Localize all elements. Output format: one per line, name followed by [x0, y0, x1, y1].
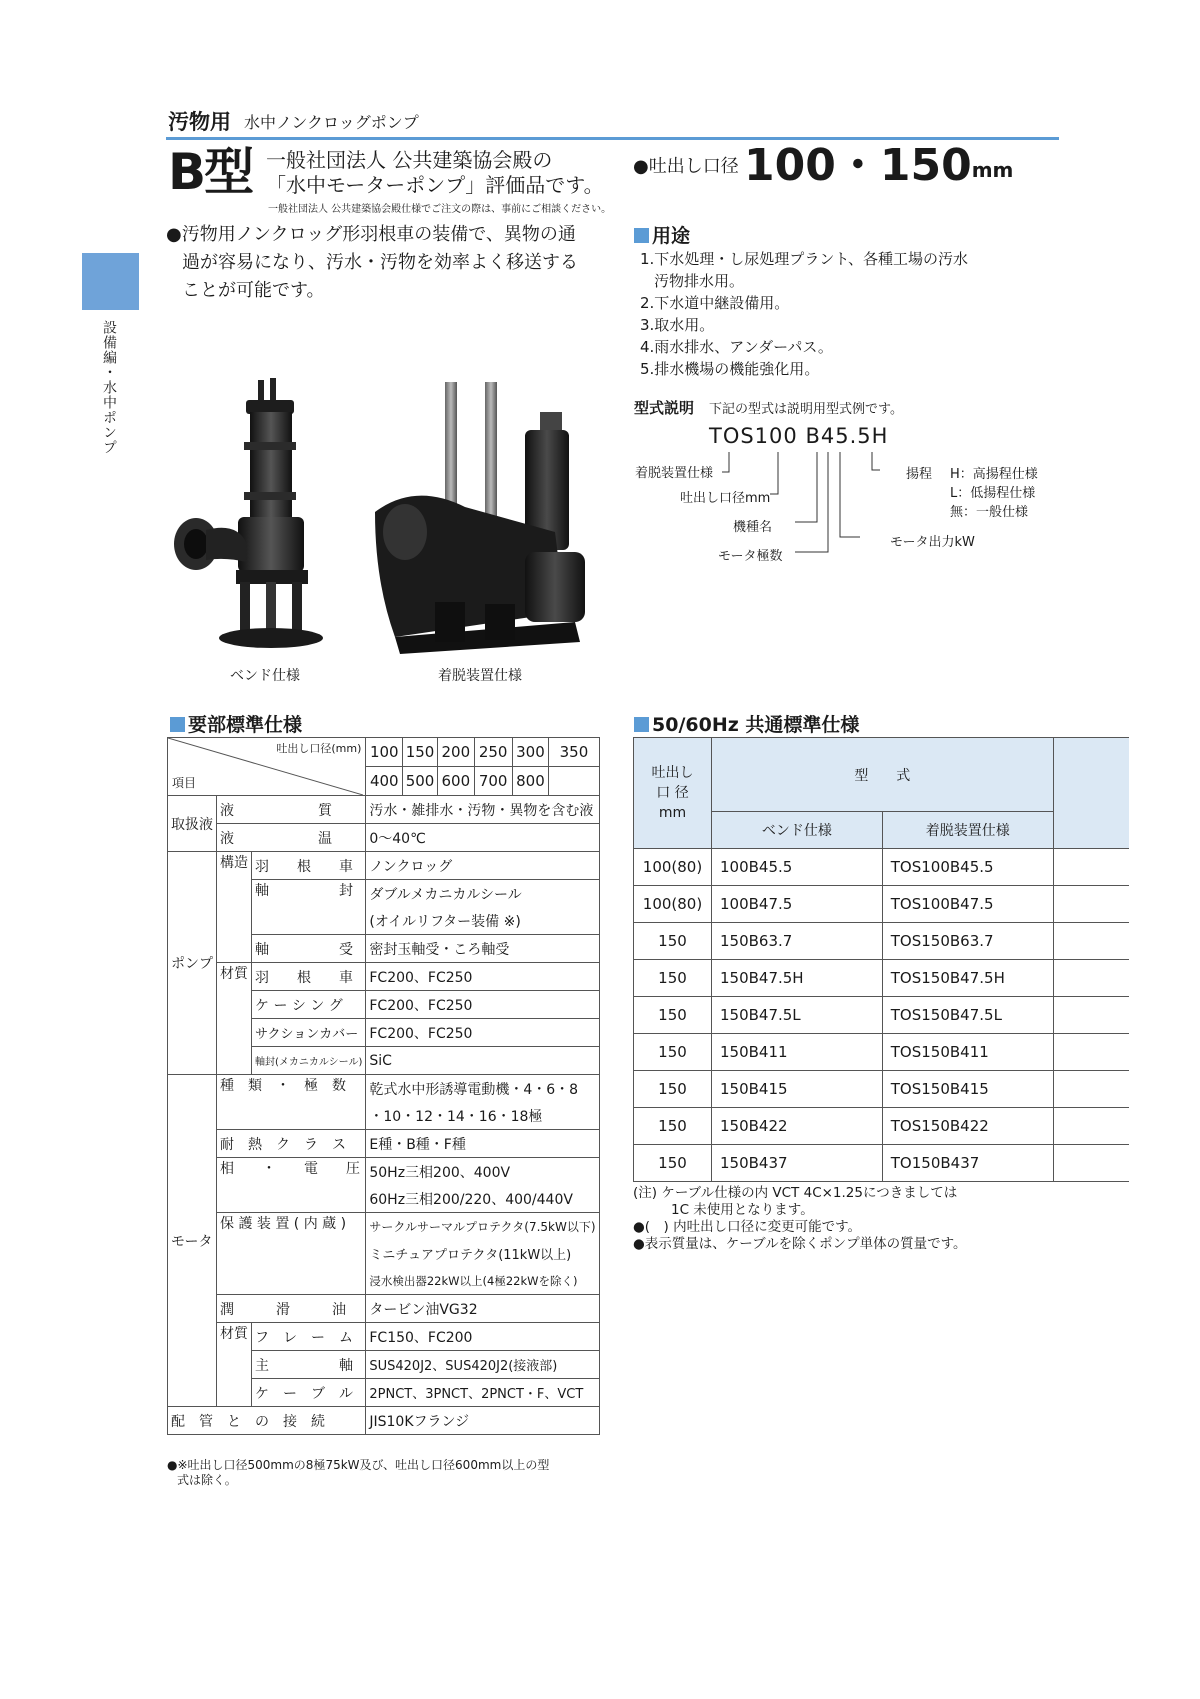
spec-key: 軸封(メカニカルシール)	[252, 1047, 366, 1075]
spec-value: ダブルメカニカルシール	[366, 880, 599, 908]
spec-key: ケ ー シ ン グ	[252, 991, 366, 1019]
label-machine: 機種名	[733, 520, 773, 535]
cell-empty	[1053, 1108, 1129, 1145]
note-line: 1C 未使用となります。	[671, 1202, 814, 1218]
pump-bend-image	[166, 372, 356, 657]
uses-list	[640, 248, 968, 380]
bore-cell: 250	[474, 738, 512, 767]
bore-cell: 200	[437, 738, 474, 767]
note-line: (注) ケーブル仕様の内 VCT 4C×1.25につきましては	[633, 1185, 958, 1201]
side-label: 設備編・水中ポンプ	[101, 320, 117, 455]
cell-empty	[1053, 849, 1129, 886]
side-tab	[82, 253, 139, 310]
spec-key: 液 温	[217, 824, 366, 852]
label-bore: 吐出し口径mm	[680, 491, 771, 506]
cell-bend: 150B47.5H	[711, 960, 882, 997]
spec-value: 2PNCT、3PNCT、2PNCT・F、VCT	[366, 1379, 599, 1407]
spec-key: フ レ ー ム	[252, 1323, 366, 1351]
spec-value: 50Hz三相200、400V	[366, 1158, 599, 1186]
attach-caption: 着脱装置仕様	[438, 668, 522, 684]
use-item: 汚物排水用。	[654, 272, 745, 290]
bend-caption: ベンド仕様	[230, 668, 300, 684]
common-table	[633, 737, 1129, 1182]
cell-empty	[1053, 886, 1129, 923]
common-table-row	[634, 960, 1130, 997]
heading-square-icon	[634, 228, 649, 243]
spec-key: 配 管 と の 接 続	[168, 1407, 366, 1435]
use-item: 4.雨水排水、アンダーパス。	[640, 338, 833, 356]
spec-value: SUS420J2、SUS420J2(接液部)	[366, 1351, 599, 1379]
cell-attach: TOS150B411	[882, 1034, 1053, 1071]
label-poles: モータ極数	[718, 549, 783, 564]
feature-text	[166, 221, 596, 305]
spec-key: 主 軸	[252, 1351, 366, 1379]
cell-attach: TOS100B45.5	[882, 849, 1053, 886]
common-table-row	[634, 1034, 1130, 1071]
spec-key: 軸 封	[252, 880, 366, 935]
spec-value: 0～40℃	[366, 824, 599, 852]
cell-attach: TOS150B47.5L	[882, 997, 1053, 1034]
cell-empty	[1053, 923, 1129, 960]
cell-bore: 150	[634, 1108, 712, 1145]
label-attach: 着脱装置仕様	[635, 466, 714, 481]
extra-header	[1053, 738, 1129, 849]
label-head: 揚程	[906, 467, 933, 482]
model-explain-note: 下記の型式は説明用型式例です。	[709, 402, 903, 417]
cell-empty	[1053, 997, 1129, 1034]
spec-value: 浸水検出器22kW以上(4極22kWを除く)	[366, 1267, 599, 1295]
heading-square-icon	[170, 717, 185, 732]
cell-empty	[1053, 960, 1129, 997]
spec-value: 乾式水中形誘導電動機・4・6・8	[366, 1075, 599, 1103]
common-table-notes	[633, 1185, 966, 1253]
spec-value: ミニチュアプロテクタ(11kW以上)	[366, 1240, 599, 1267]
use-item: 1.下水処理・し尿処理プラント、各種工場の汚水	[640, 250, 968, 268]
common-table-row	[634, 849, 1130, 886]
bore-number: 100・150	[744, 140, 972, 191]
use-item: 5.排水機場の機能強化用。	[640, 360, 820, 378]
bore-value	[744, 142, 1013, 190]
sub-material: 材質	[217, 963, 252, 1075]
feature-line: 過が容易になり、汚水・汚物を効率よく移送する	[182, 252, 578, 273]
cell-bore: 150	[634, 1071, 712, 1108]
spec-value: 密封玉軸受・ころ軸受	[366, 935, 599, 963]
common-table-row	[634, 997, 1130, 1034]
use-item: 2.下水道中継設備用。	[640, 294, 790, 312]
cell-empty	[1053, 1034, 1129, 1071]
sub-material: 材質	[217, 1323, 252, 1407]
group-motor: モータ	[168, 1075, 217, 1407]
cell-bend: 100B47.5	[711, 886, 882, 923]
spec-key: ケ ー ブ ル	[252, 1379, 366, 1407]
cell-bore: 150	[634, 1145, 712, 1182]
cell-bore: 150	[634, 997, 712, 1034]
common-table-row	[634, 1071, 1130, 1108]
uses-heading: 用途	[634, 221, 690, 248]
cell-bend: 150B415	[711, 1071, 882, 1108]
spec-value: FC150、FC200	[366, 1323, 599, 1351]
cell-bend: 150B422	[711, 1108, 882, 1145]
spec-key: 保 護 装 置 ( 内 蔵 )	[217, 1213, 366, 1295]
cell-attach: TOS150B415	[882, 1071, 1053, 1108]
bore-cell: 100	[366, 738, 403, 767]
bore-cell: 600	[437, 767, 474, 796]
col-attach-header: 着脱装置仕様	[882, 812, 1053, 849]
label-output: モータ出力kW	[890, 535, 975, 550]
spec-key: 羽 根 車	[252, 963, 366, 991]
cell-attach: TO150B437	[882, 1145, 1053, 1182]
spec-value: JIS10Kフランジ	[366, 1407, 599, 1435]
pump-attach-image	[375, 382, 610, 657]
evaluation-note: 一般社団法人 公共建築協会殿仕様でご注文の際は、事前にご相談ください。	[268, 204, 612, 215]
bore-cell: 500	[403, 767, 438, 796]
spec-table-note: ●※吐出し口径500mmの8極75kW及び、吐出し口径600mm以上の型 式は除く。	[167, 1458, 550, 1487]
spec-key: 液 質	[217, 796, 366, 824]
col-model-header: 型 式	[711, 738, 1053, 812]
spec-corner-top: 吐出し口径(mm)	[276, 742, 362, 755]
spec-value: 汚水・雑排水・汚物・異物を含む液	[366, 796, 599, 824]
type-mark: B型	[168, 143, 253, 201]
spec-value: FC200、FC250	[366, 1019, 599, 1047]
bore-cell: 700	[474, 767, 512, 796]
cell-empty	[1053, 1071, 1129, 1108]
empty-cell	[549, 767, 599, 796]
group-pump: ポンプ	[168, 852, 217, 1075]
cell-bend: 150B411	[711, 1034, 882, 1071]
label-head-h: H：高揚程仕様	[950, 467, 1038, 482]
spec-table-heading: 要部標準仕様	[170, 710, 302, 737]
spec-key: 潤 滑 油	[217, 1295, 366, 1323]
model-code: TOS100 B45.5H	[709, 424, 889, 448]
bore-cell: 350	[549, 738, 599, 767]
common-table-row	[634, 1145, 1130, 1182]
spec-corner-cell	[168, 738, 366, 796]
bore-label: ●吐出し口径	[633, 156, 739, 177]
spec-key: 耐 熱 ク ラ ス	[217, 1130, 366, 1158]
cell-empty	[1053, 1145, 1129, 1182]
spec-value: FC200、FC250	[366, 963, 599, 991]
bore-cell: 800	[512, 767, 549, 796]
model-explain-heading: 型式説明 下記の型式は説明用型式例です。	[634, 399, 903, 417]
sub-structure: 構造	[217, 852, 252, 963]
col-bore-header: 吐出し 口 径 mm	[634, 738, 712, 849]
cell-bore: 150	[634, 1034, 712, 1071]
feature-line: ●汚物用ノンクロッグ形羽根車の装備で、異物の通	[166, 224, 576, 245]
spec-table	[167, 737, 600, 1435]
spec-value: FC200、FC250	[366, 991, 599, 1019]
group-liquid: 取扱液	[168, 796, 217, 852]
bore-cell: 400	[366, 767, 403, 796]
cell-bend: 150B437	[711, 1145, 882, 1182]
label-head-none: 無：一般仕様	[950, 505, 1029, 520]
spec-corner-bottom: 項目	[172, 776, 197, 790]
common-table-row	[634, 923, 1130, 960]
cell-attach: TOS150B63.7	[882, 923, 1053, 960]
spec-value: タービン油VG32	[366, 1295, 599, 1323]
cell-attach: TOS100B47.5	[882, 886, 1053, 923]
note-line: ●表示質量は、ケーブルを除くポンプ単体の質量です。	[633, 1236, 967, 1252]
cell-bend: 150B63.7	[711, 923, 882, 960]
spec-key: 軸 受	[252, 935, 366, 963]
spec-value: ・10・12・14・16・18極	[366, 1102, 599, 1130]
common-table-row	[634, 886, 1130, 923]
spec-key: サクションカバー	[252, 1019, 366, 1047]
spec-value: 60Hz三相200/220、400/440V	[366, 1185, 599, 1213]
feature-line: ことが可能です。	[182, 280, 325, 301]
bore-cell: 150	[403, 738, 438, 767]
page-subtitle: 水中ノンクロッグポンプ	[244, 113, 419, 132]
bore-unit: mm	[971, 158, 1014, 182]
cell-bore: 100(80)	[634, 886, 712, 923]
cell-bend: 100B45.5	[711, 849, 882, 886]
spec-value: E種・B種・F種	[366, 1130, 599, 1158]
spec-value: サークルサーマルプロテクタ(7.5kW以下)	[366, 1213, 599, 1241]
col-bend-header: ベンド仕様	[711, 812, 882, 849]
evaluation-line1: 一般社団法人 公共建築協会殿の	[266, 148, 553, 172]
page-category: 汚物用	[168, 110, 231, 134]
cell-bore: 150	[634, 923, 712, 960]
evaluation-line2: 「水中モーターポンプ」評価品です。	[266, 173, 604, 197]
spec-key: 種 類 ・ 極 数	[217, 1075, 366, 1130]
spec-value: ノンクロッグ	[366, 852, 599, 880]
common-table-row	[634, 1108, 1130, 1145]
cell-bend: 150B47.5L	[711, 997, 882, 1034]
cell-bore: 150	[634, 960, 712, 997]
cell-attach: TOS150B422	[882, 1108, 1053, 1145]
spec-key: 相 ・ 電 圧	[217, 1158, 366, 1213]
use-item: 3.取水用。	[640, 316, 715, 334]
bore-cell: 300	[512, 738, 549, 767]
spec-value: SiC	[366, 1047, 599, 1075]
spec-value: (オイルリフター装備 ※)	[366, 907, 599, 935]
common-table-heading: 50/60Hz 共通標準仕様	[634, 710, 859, 737]
spec-key: 羽 根 車	[252, 852, 366, 880]
heading-square-icon	[634, 717, 649, 732]
cell-bore: 100(80)	[634, 849, 712, 886]
cell-attach: TOS150B47.5H	[882, 960, 1053, 997]
label-head-l: L：低揚程仕様	[950, 486, 1036, 501]
note-line: ●( ) 内吐出し口径に変更可能です。	[633, 1219, 862, 1235]
